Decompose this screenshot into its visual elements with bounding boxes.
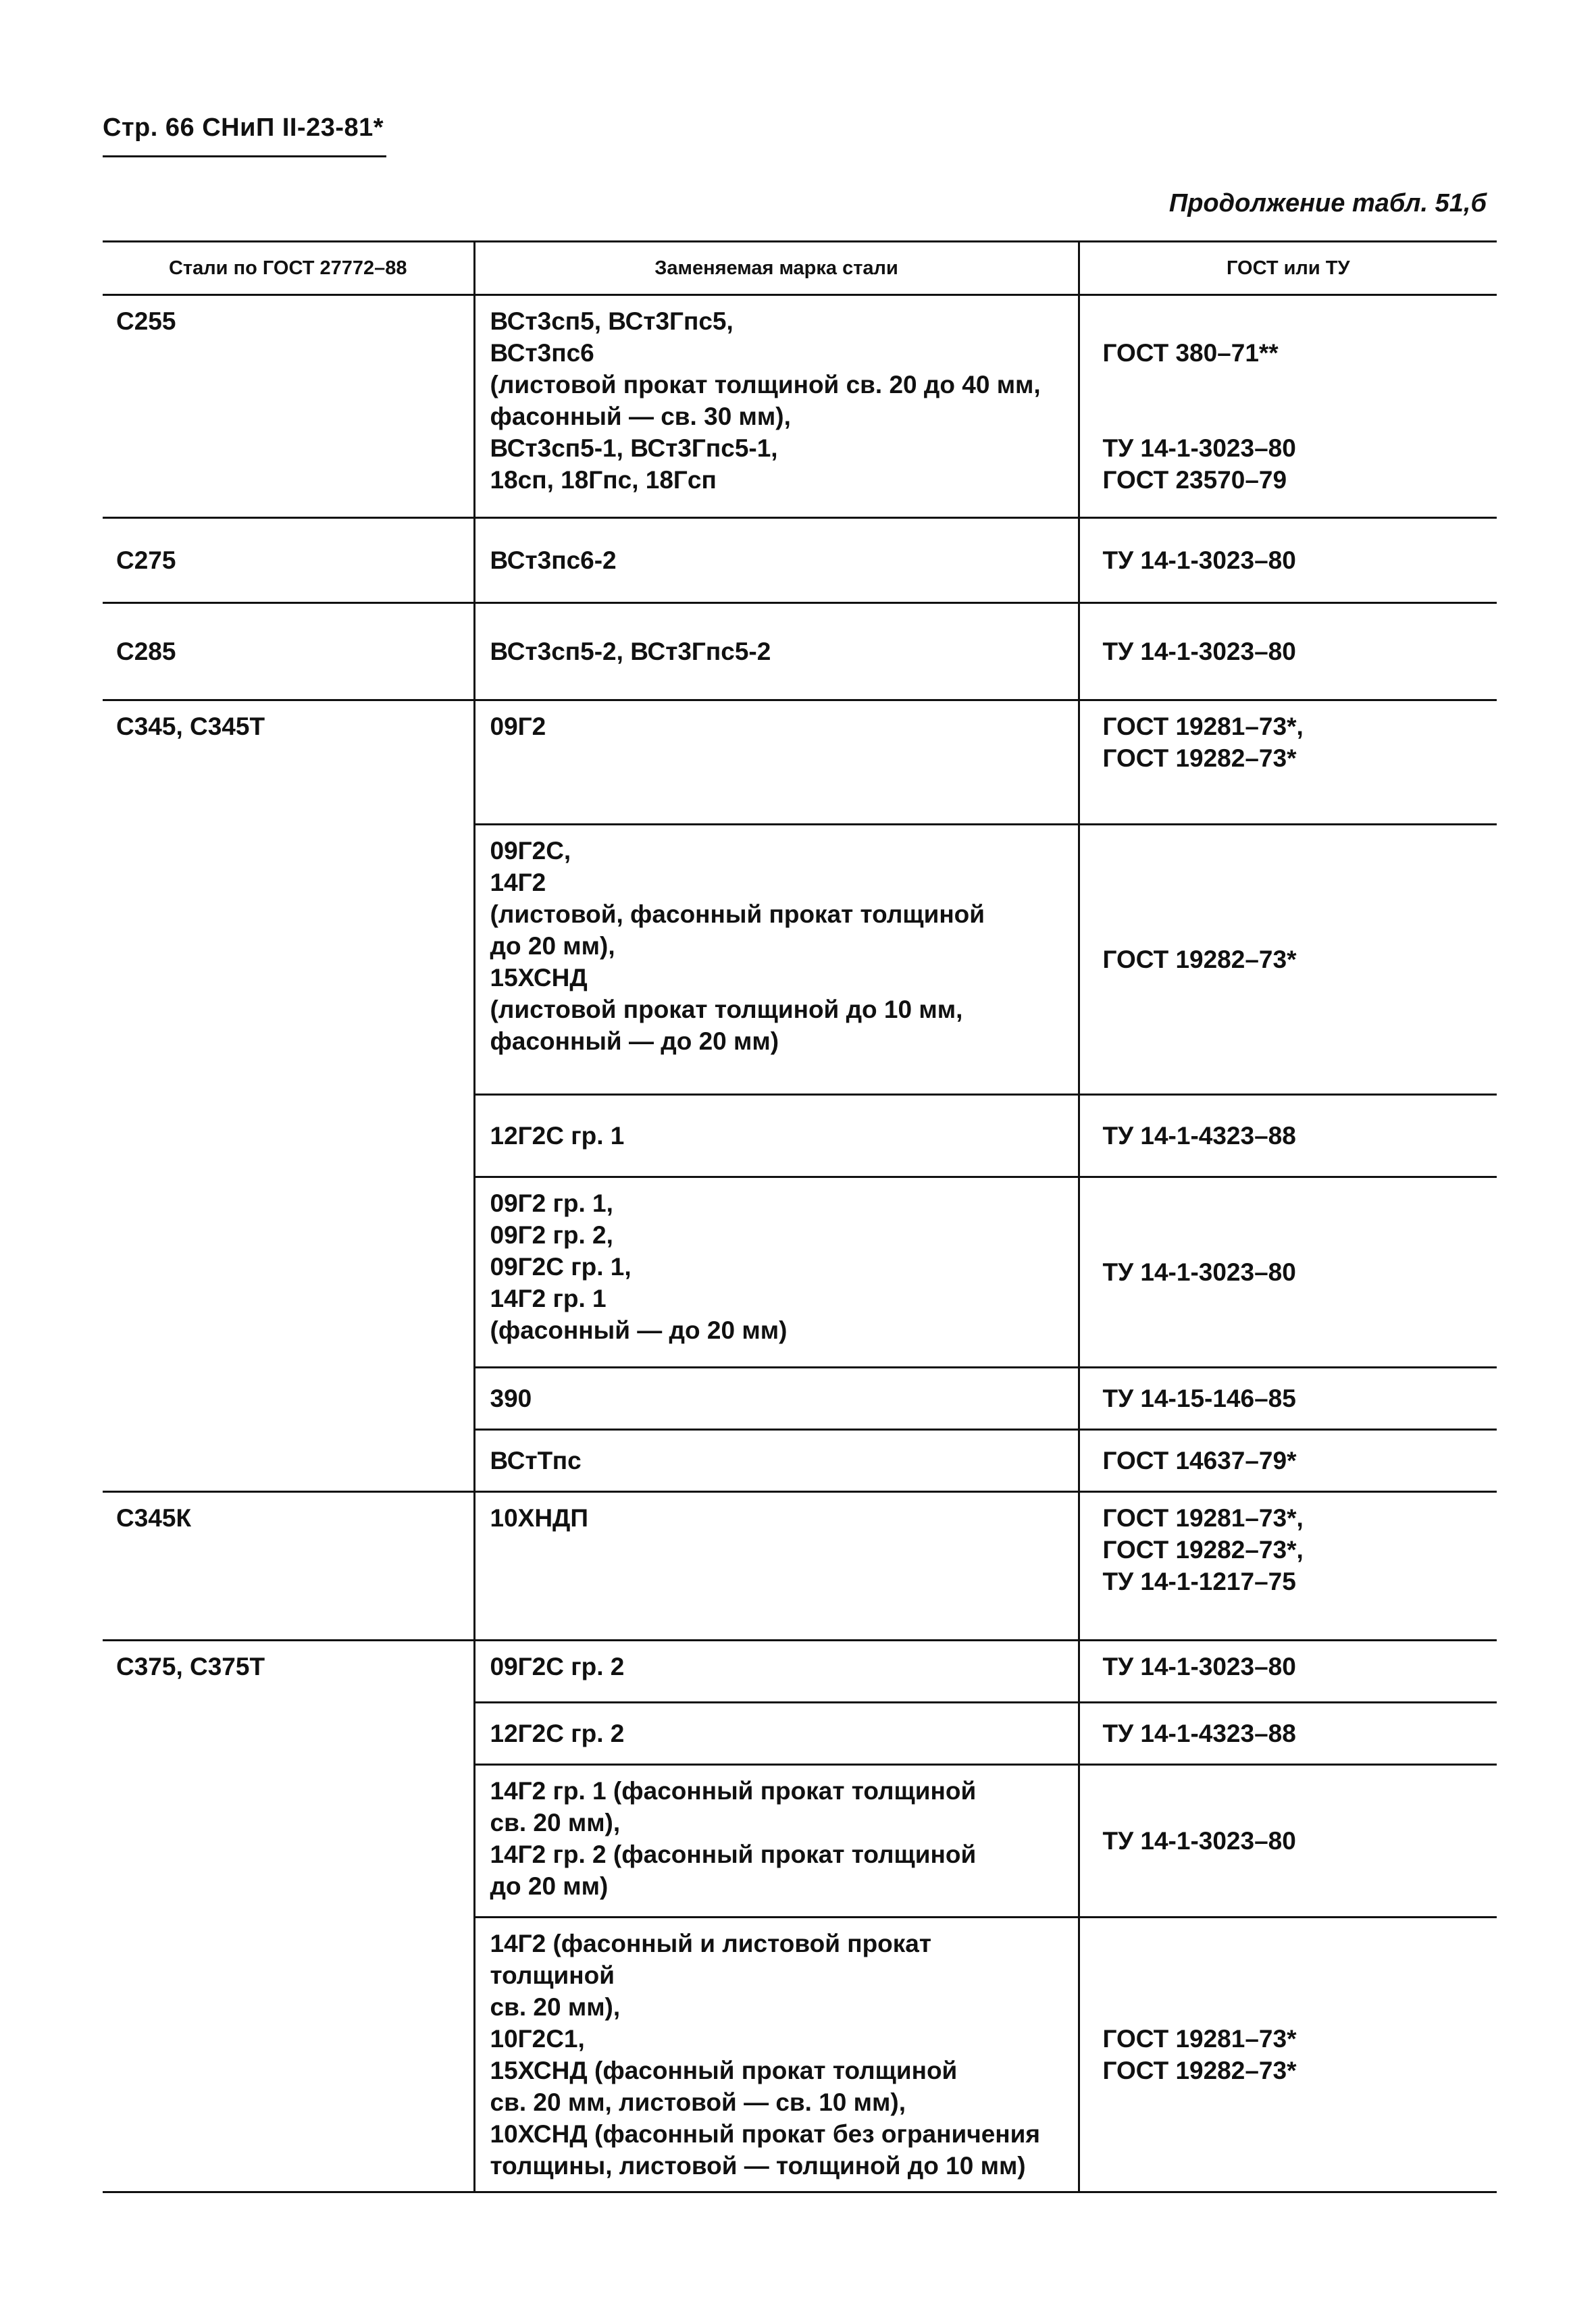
replaced-steel-cell: 09Г2С, 14Г2 (листовой, фасонный прокат толщиной до 20 мм), 15ХСНД (листовой прокат толщиной до 10 мм, фасонный — до 20 мм): [474, 825, 1079, 1095]
grade-cell: [103, 1918, 474, 2192]
replaced-steel-cell: ВСт3сп5-2, ВСт3Гпс5-2: [474, 603, 1079, 700]
table-row: [103, 1095, 1497, 1177]
replaced-steel-cell: ВСт3сп5, ВСт3Гпс5, ВСт3пс6 (листовой прокат толщиной св. 20 до 40 мм, фасонный — св. 30 мм), ВСт3сп5-1, ВСт3Гпс5-1, 18сп, 18Гпс, 18Гсп: [474, 295, 1079, 518]
replaced-steel-cell: ВСт3пс6-2: [474, 518, 1079, 603]
replaced-steel-cell: 12Г2С гр. 2: [474, 1703, 1079, 1765]
grade-cell: С375, С375Т: [103, 1641, 474, 1703]
standard-cell: ТУ 14-1-3023–80: [1079, 518, 1497, 603]
standard-cell: ТУ 14-1-4323–88: [1079, 1703, 1497, 1765]
replaced-steel-cell: 14Г2 (фасонный и листовой прокат толщиной св. 20 мм), 10Г2С1, 15ХСНД (фасонный прокат толщиной св. 20 мм, листовой — св. 10 мм), 10ХСНД (фасонный прокат без ограничения толщины, листовой — толщиной до 10 мм): [474, 1918, 1079, 2192]
table-row: [103, 1765, 1497, 1918]
grade-cell: [103, 1430, 474, 1492]
replaced-steel-cell: 09Г2С гр. 2: [474, 1641, 1079, 1703]
table-row: [103, 1368, 1497, 1430]
standard-cell: ТУ 14-15-146–85: [1079, 1368, 1497, 1430]
grade-cell: [103, 1368, 474, 1430]
replaced-steel-cell: 390: [474, 1368, 1079, 1430]
grade-cell: С255: [116, 307, 176, 335]
standard-cell: ТУ 14-1-3023–80: [1079, 1177, 1497, 1368]
header-rule: [103, 155, 386, 157]
standard-cell: ГОСТ 380–71** ТУ 14-1-3023–80 ГОСТ 23570–79: [1079, 295, 1497, 518]
standard-cell: ТУ 14-1-3023–80: [1079, 603, 1497, 700]
grade-cell: [103, 1177, 474, 1368]
standard-cell: ГОСТ 19281–73* ГОСТ 19282–73*: [1079, 1918, 1497, 2192]
standard-cell: ТУ 14-1-3023–80: [1079, 1765, 1497, 1918]
standard-cell: ТУ 14-1-3023–80: [1079, 1641, 1497, 1703]
column-header-replaced-steel: Заменяемая марка стали: [474, 242, 1079, 295]
grade-cell: С285: [103, 603, 474, 700]
table-row: [103, 700, 1497, 825]
replaced-steel-cell: 10ХНДП: [474, 1492, 1079, 1641]
table-row: [103, 825, 1497, 1095]
table-row: [103, 518, 1497, 603]
replaced-steel-cell: 12Г2С гр. 1: [474, 1095, 1079, 1177]
table-header-row: [103, 242, 1497, 295]
page-header: Стр. 66 СНиП II-23-81*: [103, 113, 384, 142]
table-row: [103, 295, 1497, 518]
standard-cell: ГОСТ 19281–73*, ГОСТ 19282–73*: [1079, 700, 1497, 825]
grade-cell: [103, 825, 474, 1095]
table-row: [103, 1918, 1497, 2192]
table-row: [103, 1703, 1497, 1765]
table-row: [103, 1492, 1497, 1641]
table-row: [103, 1177, 1497, 1368]
table-continuation-label: Продолжение табл. 51,б: [1168, 189, 1487, 217]
replaced-steel-cell: 09Г2 гр. 1, 09Г2 гр. 2, 09Г2С гр. 1, 14Г2 гр. 1 (фасонный — до 20 мм): [474, 1177, 1079, 1368]
standard-cell: ГОСТ 19281–73*, ГОСТ 19282–73*, ТУ 14-1-1217–75: [1079, 1492, 1497, 1641]
table-row: [103, 603, 1497, 700]
replaced-steel-cell: ВСтТпс: [474, 1430, 1079, 1492]
steel-grades-table: [103, 240, 1497, 2193]
grade-cell: С275: [103, 518, 474, 603]
standard-cell: ГОСТ 14637–79*: [1079, 1430, 1497, 1492]
grade-cell: [103, 1703, 474, 1765]
grade-cell: [103, 1095, 474, 1177]
standard-cell: ГОСТ 19282–73*: [1079, 825, 1497, 1095]
table-row: [103, 1641, 1497, 1703]
table-row: [103, 1430, 1497, 1492]
replaced-steel-cell: 09Г2: [474, 700, 1079, 825]
replaced-steel-cell: 14Г2 гр. 1 (фасонный прокат толщиной св. 20 мм), 14Г2 гр. 2 (фасонный прокат толщиной до 20 мм): [474, 1765, 1079, 1918]
grade-cell: С345К: [103, 1492, 474, 1641]
standard-cell: ТУ 14-1-4323–88: [1079, 1095, 1497, 1177]
grade-cell: С345, С345Т: [103, 700, 474, 825]
column-header-grade: Стали по ГОСТ 27772–88: [103, 242, 474, 295]
column-header-standard: ГОСТ или ТУ: [1079, 242, 1497, 295]
grade-cell: [103, 1765, 474, 1918]
